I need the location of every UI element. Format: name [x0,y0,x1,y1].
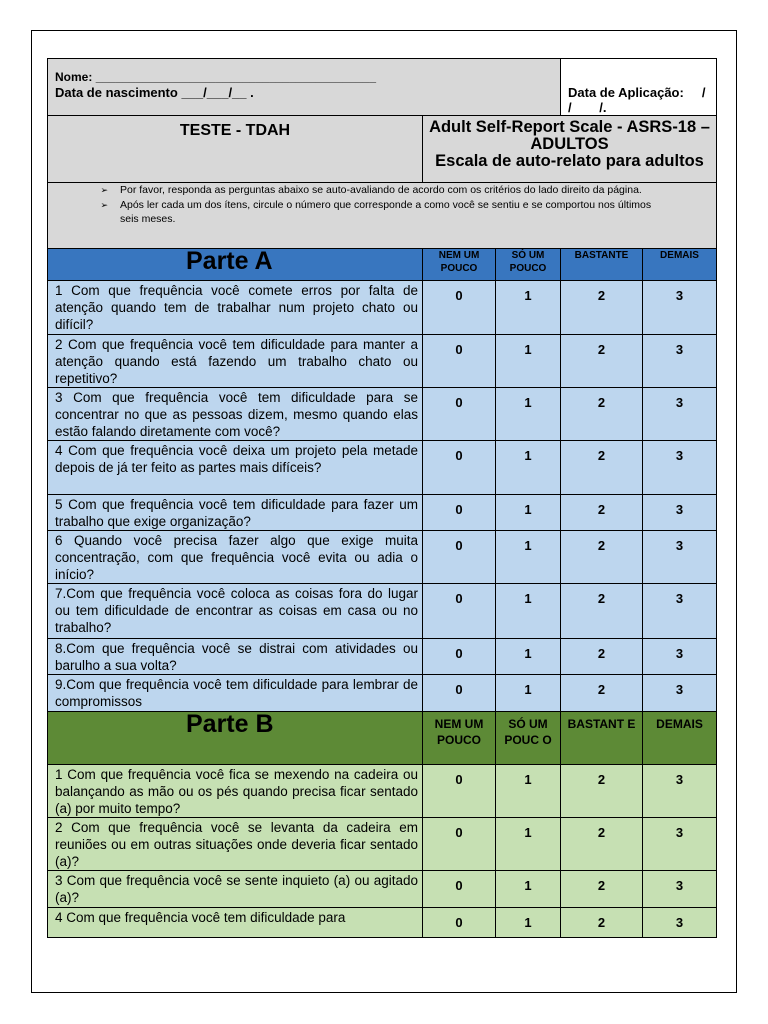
score-option[interactable]: 3 [643,281,717,335]
score-option[interactable]: 0 [423,818,496,871]
scale-title-line1: Adult Self-Report Scale - ASRS-18 – [429,118,710,136]
question-a5: 5 Com que frequência você tem dificuldade para fazer um trabalho que exige organização? [48,495,423,531]
instruction-item: ➢ Por favor, responda as perguntas abaixo se auto-avaliando de acordo com os critérios do lado direito da página. [48,183,666,198]
score-option[interactable]: 2 [561,908,643,938]
score-option[interactable]: 2 [561,765,643,818]
score-option[interactable]: 0 [423,871,496,908]
question-b4: 4 Com que frequência você tem dificuldade para [48,908,423,938]
question-b3: 3 Com que frequência você se sente inquieto (a) ou agitado (a)? [48,871,423,908]
score-option[interactable]: 2 [561,441,643,495]
identification-cell [48,59,561,116]
table-row [48,441,717,495]
score-option[interactable]: 1 [496,584,561,639]
parte-a-title: Parte A [48,249,423,281]
question-a4: 4 Com que frequência você deixa um projeto pela metade depois de já ter feito as partes mais difíceis? [48,441,423,495]
scale-title-line3: Escala de auto-relato para adultos [435,152,704,170]
table-row [48,871,717,908]
score-option[interactable]: 1 [496,639,561,675]
score-option[interactable]: 2 [561,871,643,908]
col-demais: DEMAIS [643,249,717,281]
test-name: TESTE - TDAH [179,122,291,139]
score-option[interactable]: 3 [643,531,717,584]
col-so-um-pouco: SÓ UM POUC O [496,712,561,765]
question-a1: 1 Com que frequência você comete erros por falta de atenção quando tem de trabalhar num projeto chato ou difícil? [48,281,423,335]
score-option[interactable]: 2 [561,335,643,388]
score-option[interactable]: 2 [561,281,643,335]
application-date-field[interactable]: / / /. [568,85,706,115]
instructions-cell [48,183,717,249]
score-option[interactable]: 1 [496,765,561,818]
name-field[interactable]: __________________________________________ [95,70,376,84]
test-name-cell [48,116,423,183]
score-option[interactable]: 3 [643,441,717,495]
scale-title-line2: ADULTOS [530,135,609,153]
score-option[interactable]: 1 [496,388,561,441]
col-nem-um-pouco: NEM UM POUCO [423,249,496,281]
arrow-bullet-icon: ➢ [100,185,108,195]
score-option[interactable]: 0 [423,908,496,938]
question-a2: 2 Com que frequência você tem dificuldade para manter a atenção quando está fazendo um trabalho chato ou repetitivo? [48,335,423,388]
score-option[interactable]: 0 [423,441,496,495]
table-row [48,584,717,639]
asrs-form [47,58,717,938]
score-option[interactable]: 0 [423,388,496,441]
table-row [48,818,717,871]
question-a3: 3 Com que frequência você tem dificuldade para se concentrar no que as pessoas dizem, mesmo quando elas estão falando diretamente com você? [48,388,423,441]
table-row [48,908,717,938]
table-row [48,765,717,818]
application-date-label: Data de Aplicação: [568,85,684,100]
question-a7: 7.Com que frequência você coloca as coisas fora do lugar ou tem dificuldade de encontrar as coisas em casa ou no trabalho? [48,584,423,639]
score-option[interactable]: 3 [643,584,717,639]
score-option[interactable]: 3 [643,388,717,441]
score-option[interactable]: 1 [496,531,561,584]
score-option[interactable]: 0 [423,639,496,675]
col-demais: DEMAIS [643,712,717,765]
score-option[interactable]: 3 [643,675,717,712]
score-option[interactable]: 2 [561,495,643,531]
score-option[interactable]: 1 [496,441,561,495]
score-option[interactable]: 2 [561,584,643,639]
question-b1: 1 Com que frequência você fica se mexendo na cadeira ou balançando as mão ou os pés quando precisa ficar sentado (a) por muito tempo? [48,765,423,818]
instruction-item: ➢ Após ler cada um dos ítens, circule o número que corresponde a como você se sentiu e se comportou nos últimos seis meses. [48,198,666,227]
score-option[interactable]: 3 [643,765,717,818]
col-bastante: BASTANTE [561,249,643,281]
score-option[interactable]: 2 [561,388,643,441]
score-option[interactable]: 0 [423,765,496,818]
question-a8: 8.Com que frequência você se distrai com atividades ou barulho a sua volta? [48,639,423,675]
col-bastante: BASTANT E [561,712,643,765]
score-option[interactable]: 0 [423,335,496,388]
score-option[interactable]: 1 [496,908,561,938]
question-b2: 2 Com que frequência você se levanta da cadeira em reuniões ou em outras situações onde deveria ficar sentado (a)? [48,818,423,871]
question-a9: 9.Com que frequência você tem dificuldade para lembrar de compromissos [48,675,423,712]
question-a6: 6 Quando você precisa fazer algo que exige muita concentração, com que frequência você evita ou adia o início? [48,531,423,584]
score-option[interactable]: 3 [643,335,717,388]
score-option[interactable]: 3 [643,639,717,675]
score-option[interactable]: 2 [561,639,643,675]
birth-date-label: Data de nascimento [55,85,178,100]
arrow-bullet-icon: ➢ [100,199,108,210]
score-option[interactable]: 0 [423,675,496,712]
score-option[interactable]: 3 [643,818,717,871]
table-row [48,531,717,584]
score-option[interactable]: 2 [561,531,643,584]
col-nem-um-pouco: NEM UM POUCO [423,712,496,765]
parte-b-title: Parte B [48,712,423,765]
score-option[interactable]: 1 [496,281,561,335]
table-row [48,675,717,712]
score-option[interactable]: 0 [423,584,496,639]
score-option[interactable]: 0 [423,531,496,584]
score-option[interactable]: 3 [643,908,717,938]
col-so-um-pouco: SÓ UM POUCO [496,249,561,281]
score-option[interactable]: 2 [561,818,643,871]
score-option[interactable]: 1 [496,335,561,388]
scale-title-cell [423,116,717,183]
score-option[interactable]: 1 [496,871,561,908]
birth-date-field[interactable]: ___/___/__ . [181,85,254,100]
table-row [48,335,717,388]
name-label: Nome: [55,70,93,84]
score-option[interactable]: 0 [423,281,496,335]
application-date-cell [561,59,717,116]
score-option[interactable]: 1 [496,818,561,871]
table-row [48,495,717,531]
score-option[interactable]: 0 [423,495,496,531]
table-row [48,388,717,441]
table-row [48,639,717,675]
score-option[interactable]: 1 [496,675,561,712]
score-option[interactable]: 3 [643,871,717,908]
score-option[interactable]: 3 [643,495,717,531]
score-option[interactable]: 2 [561,675,643,712]
score-option[interactable]: 1 [496,495,561,531]
table-row [48,281,717,335]
